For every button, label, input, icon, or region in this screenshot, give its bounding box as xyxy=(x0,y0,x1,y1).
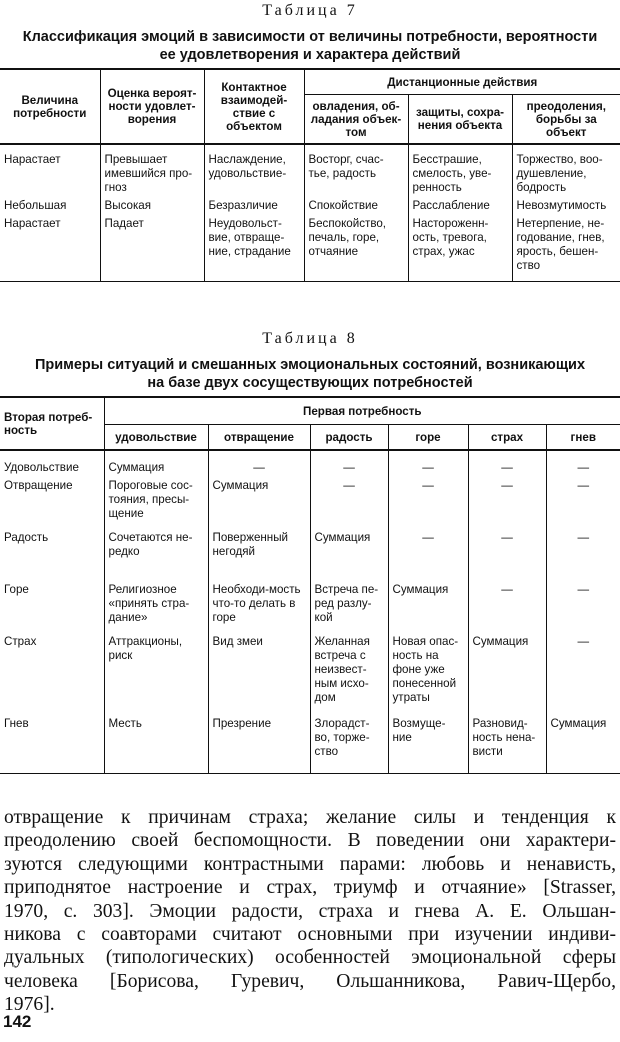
t7-header-distant: Дистанционные действия xyxy=(304,69,620,95)
t8-cell: Удовольствие xyxy=(4,461,79,474)
t8-cell: Гнев xyxy=(0,715,104,774)
body-line: преодолению своей беспомощности. В поведении они характери- xyxy=(4,830,616,852)
t7-header-overcome: преодоления, борьбы за объект xyxy=(512,95,620,145)
t7-header-own: овладения, об-ладания объек-том xyxy=(304,95,408,145)
t7-header-contact: Контактное взаимодей-ствие с объектом xyxy=(204,69,304,144)
t8-cell: — xyxy=(388,529,468,581)
t8-cell: Суммация xyxy=(104,450,208,477)
t8-cell: Суммация xyxy=(468,633,546,715)
t8-col-header: гнев xyxy=(546,425,620,451)
table8-title-line2: на базе двух сосуществующих потребностей xyxy=(147,375,473,391)
t8-row xyxy=(0,529,620,581)
table7 xyxy=(0,68,620,282)
table7-title xyxy=(10,28,610,64)
t7-cell: Спокойствие xyxy=(304,197,408,215)
table7-caption: Таблица 7 xyxy=(262,2,358,19)
t8-cell: Злорадст-во, торже-ство xyxy=(310,715,388,774)
t8-cell: Новая опас-ность на фоне уже понесенной утраты xyxy=(388,633,468,715)
t8-cell: — xyxy=(468,581,546,633)
t8-cell: — xyxy=(208,450,310,477)
t7-cell: Безразличие xyxy=(204,197,304,215)
t8-cell: Сочетаются не-редко xyxy=(104,529,208,581)
t7-cell: Восторг, счас-тье, радость xyxy=(304,144,408,197)
t7-header-protect: защиты, сохра-нения объекта xyxy=(408,95,512,145)
t8-cell: — xyxy=(388,477,468,529)
t8-col-header: удовольствие xyxy=(104,425,208,451)
t8-row xyxy=(0,715,620,774)
t7-header-need: Величина потребности xyxy=(0,69,100,144)
t8-row xyxy=(0,581,620,633)
body-line: человека [Борисова, Гуревич, Ольшанникова, Равич-Щербо, xyxy=(4,970,616,992)
t8-cell: — xyxy=(468,477,546,529)
t8-cell: — xyxy=(468,450,546,477)
t7-cell: Нарастает xyxy=(0,215,100,282)
t8-cell: Поверженный негодяй xyxy=(208,529,310,581)
t8-col-header: радость xyxy=(310,425,388,451)
t8-cell: Необходи-мость что-то делать в горе xyxy=(208,581,310,633)
t7-cell: Высокая xyxy=(100,197,204,215)
t7-row xyxy=(0,197,620,215)
page-number: 142 xyxy=(3,1012,32,1031)
t7-cell: Настороженн-ость, тревога, страх, ужас xyxy=(408,215,512,282)
t8-cell: Радость xyxy=(4,531,49,544)
t8-row xyxy=(0,633,620,715)
body-line: никова с соавторами считают основными при изучении индиви- xyxy=(4,924,616,946)
body-line: 1970, с. 303]. Эмоции радости, страха и гнева А. Е. Ольшан- xyxy=(4,900,616,922)
t8-cell: Презрение xyxy=(208,715,310,774)
t7-cell: Неудовольст-вие, отвраще-ние, страдание xyxy=(204,215,304,282)
t8-cell: Аттракционы, риск xyxy=(104,633,208,715)
t7-header-prob: Оценка вероят-ности удовлет-ворения xyxy=(100,69,204,144)
t8-header-first: Первая потребность xyxy=(104,397,620,425)
body-line: дуальных (типологических) особенностей эмоциональной сферы xyxy=(4,947,616,969)
t8-cell: — xyxy=(546,633,620,715)
t8-cell: Суммация xyxy=(546,715,620,774)
t8-col-header: страх xyxy=(468,425,546,451)
t7-cell: Небольшая xyxy=(4,199,67,212)
t8-col-header: горе xyxy=(388,425,468,451)
t8-col-header: отвращение xyxy=(208,425,310,451)
t8-cell: — xyxy=(546,529,620,581)
t8-cell: Суммация xyxy=(208,477,310,529)
t8-cell: Желанная встреча с неизвест-ным исхо-дом xyxy=(310,633,388,715)
table8 xyxy=(0,396,620,774)
table8-caption: Таблица 8 xyxy=(262,330,358,347)
body-line: 1976]. xyxy=(4,994,55,1016)
t7-cell: Нетерпение, не-годование, гнев, ярость, бешен-ство xyxy=(512,215,620,282)
body-paragraph xyxy=(4,806,616,1017)
t7-row xyxy=(0,215,620,282)
t8-cell: — xyxy=(546,477,620,529)
t8-cell: Вид змеи xyxy=(208,633,310,715)
t7-cell: Беспокойство, печаль, горе, отчаяние xyxy=(304,215,408,282)
table7-title-line2: ее удовлетворения и характера действий xyxy=(159,47,461,63)
t7-cell: Наслаждение, удовольствие- xyxy=(204,144,304,197)
body-line: отвращение к причинам страха; желание силы и тенденция к xyxy=(4,807,616,828)
t7-cell: Превышает имевшийся про-гноз xyxy=(100,144,204,197)
t8-cell: Суммация xyxy=(310,529,388,581)
t8-cell: Возмуще-ние xyxy=(388,715,468,774)
t7-row xyxy=(0,144,620,197)
t8-cell: Горе xyxy=(4,583,29,596)
t8-cell: — xyxy=(388,450,468,477)
table8-title-line1: Примеры ситуаций и смешанных эмоциональных состояний, возникающих xyxy=(34,357,586,373)
t8-cell: — xyxy=(310,477,388,529)
t8-cell: Страх xyxy=(4,635,37,648)
t8-cell: Разновид-ность нена-висти xyxy=(468,715,546,774)
body-line: зуются следующими контрастными парами: любовь и ненависть, xyxy=(4,853,616,875)
body-line: приподнятое настроение и страх, триумф и отчаяние» [Strasser, xyxy=(4,877,616,899)
t8-cell: Пороговые сос-тояния, пресы-щение xyxy=(104,477,208,529)
t8-cell: — xyxy=(468,529,546,581)
t7-cell: Расслабление xyxy=(408,197,512,215)
t8-header-second: Вторая потреб-ность xyxy=(0,397,104,450)
t7-cell: Нарастает xyxy=(4,153,61,166)
table8-title xyxy=(10,356,610,392)
t8-row xyxy=(0,477,620,529)
t8-cell: — xyxy=(310,450,388,477)
t8-cell: — xyxy=(546,581,620,633)
t7-cell: Невозмутимость xyxy=(512,197,620,215)
t7-cell: Падает xyxy=(100,215,204,282)
t7-cell: Торжество, воо-душевление, бодрость xyxy=(512,144,620,197)
t8-cell: Суммация xyxy=(388,581,468,633)
t8-cell: Отвращение xyxy=(4,479,73,492)
t8-row xyxy=(0,450,620,477)
t7-cell: Бесстрашие, смелость, уве-ренность xyxy=(408,144,512,197)
t8-cell: Религиозное «принять стра-дание» xyxy=(104,581,208,633)
t8-cell: — xyxy=(546,450,620,477)
t8-cell: Встреча пе-ред разлу-кой xyxy=(310,581,388,633)
t8-cell: Месть xyxy=(104,715,208,774)
table7-title-line1: Классификация эмоций в зависимости от величины потребности, вероятности xyxy=(22,29,598,45)
